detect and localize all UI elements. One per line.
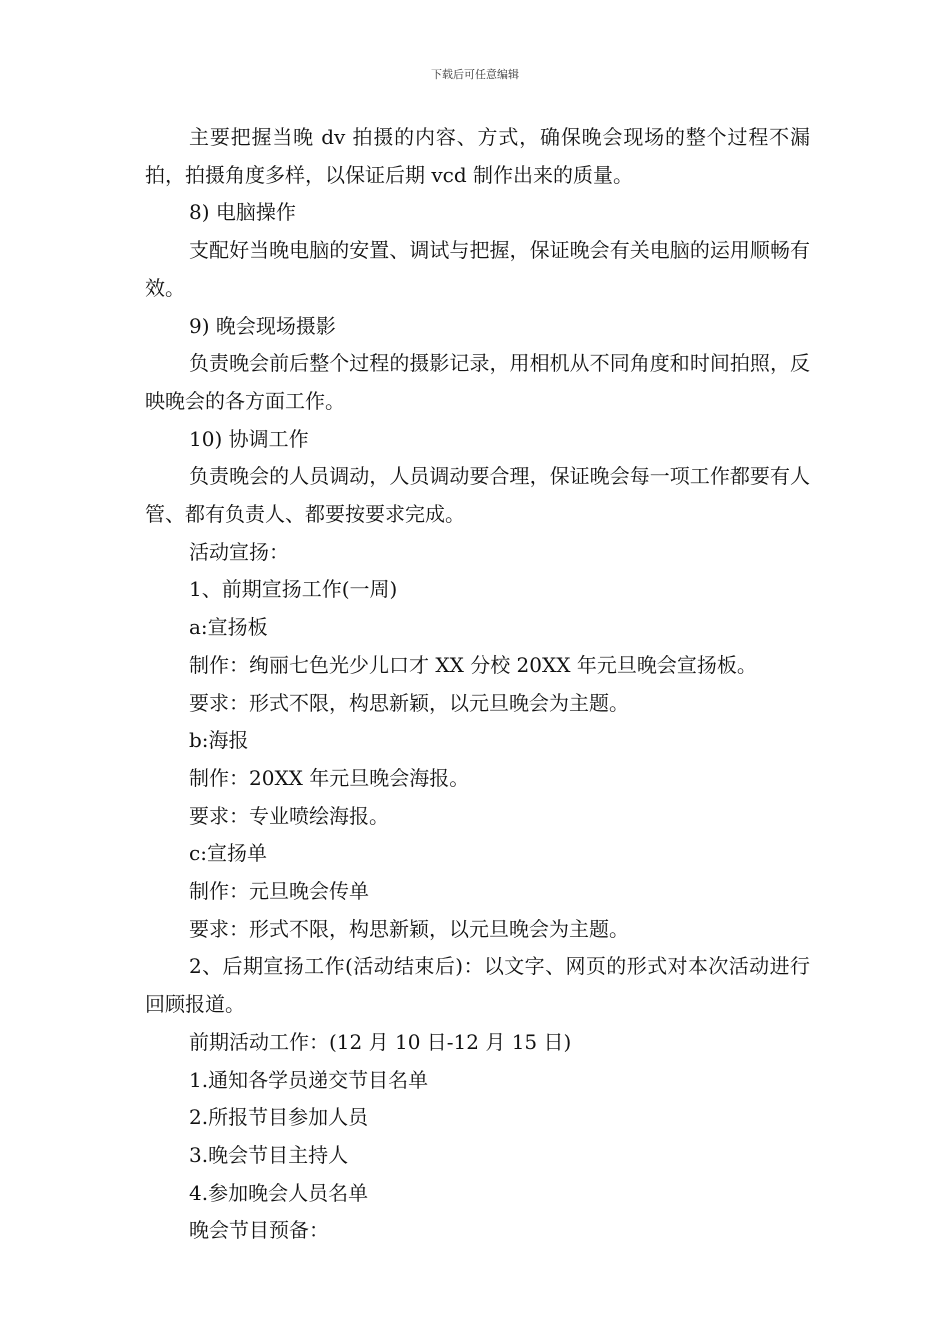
paragraph-photography: 负责晚会前后整个过程的摄影记录，用相机从不同角度和时间拍照，反映晚会的各方面工作。 [145, 351, 810, 413]
list-item-board-req: 要求：形式不限，构思新颖，以元旦晚会为主题。 [189, 690, 629, 715]
list-item-poster-make: 制作：20XX 年元旦晚会海报。 [189, 765, 470, 790]
section-heading-computer: 8) 电脑操作 [189, 200, 296, 225]
page-header: 下载后可任意编辑 [431, 68, 519, 81]
section-heading-program-prep: 晚会节目预备： [189, 1218, 329, 1243]
section-heading-photography: 9) 晚会现场摄影 [189, 313, 336, 338]
list-item-poster: b:海报 [189, 728, 249, 753]
list-item-early-promotion: 1、前期宣扬工作(一周) [189, 577, 398, 602]
section-heading-early-work: 前期活动工作：(12 月 10 日-12 月 15 日) [189, 1029, 572, 1054]
list-item-board-make: 制作：绚丽七色光少儿口才 XX 分校 20XX 年元旦晚会宣扬板。 [189, 652, 757, 677]
document-body [145, 119, 810, 1250]
section-heading-promotion: 活动宣扬： [189, 539, 289, 564]
list-item-notify: 1.通知各学员递交节目名单 [189, 1067, 429, 1092]
paragraph-computer: 支配好当晚电脑的安置、调试与把握，保证晚会有关电脑的运用顺畅有效。 [145, 238, 810, 300]
list-item-flyer-req: 要求：形式不限，构思新颖，以元旦晚会为主题。 [189, 916, 629, 941]
paragraph-coordination: 负责晚会的人员调动，人员调动要合理，保证晚会每一项工作都要有人管、都有负责人、都要按要求完成。 [145, 464, 810, 527]
section-heading-coordination: 10) 协调工作 [189, 426, 309, 451]
list-item-poster-req: 要求：专业喷绘海报。 [189, 803, 389, 828]
list-item-board: a:宣扬板 [189, 615, 268, 640]
paragraph-dv-filming: 主要把握当晚 dv 拍摄的内容、方式，确保晚会现场的整个过程不漏拍，拍摄角度多样，以保证后期 vcd 制作出来的质量。 [145, 125, 810, 187]
list-item-flyer: c:宣扬单 [189, 841, 267, 866]
list-item-late-promotion: 2、后期宣扬工作(活动结束后)：以文字、网页的形式对本次活动进行回顾报道。 [145, 954, 810, 1017]
list-item-attendees: 4.参加晚会人员名单 [189, 1180, 369, 1205]
list-item-participants: 2.所报节目参加人员 [189, 1105, 369, 1130]
list-item-flyer-make: 制作：元旦晚会传单 [189, 879, 369, 904]
list-item-host: 3.晚会节目主持人 [189, 1142, 349, 1167]
